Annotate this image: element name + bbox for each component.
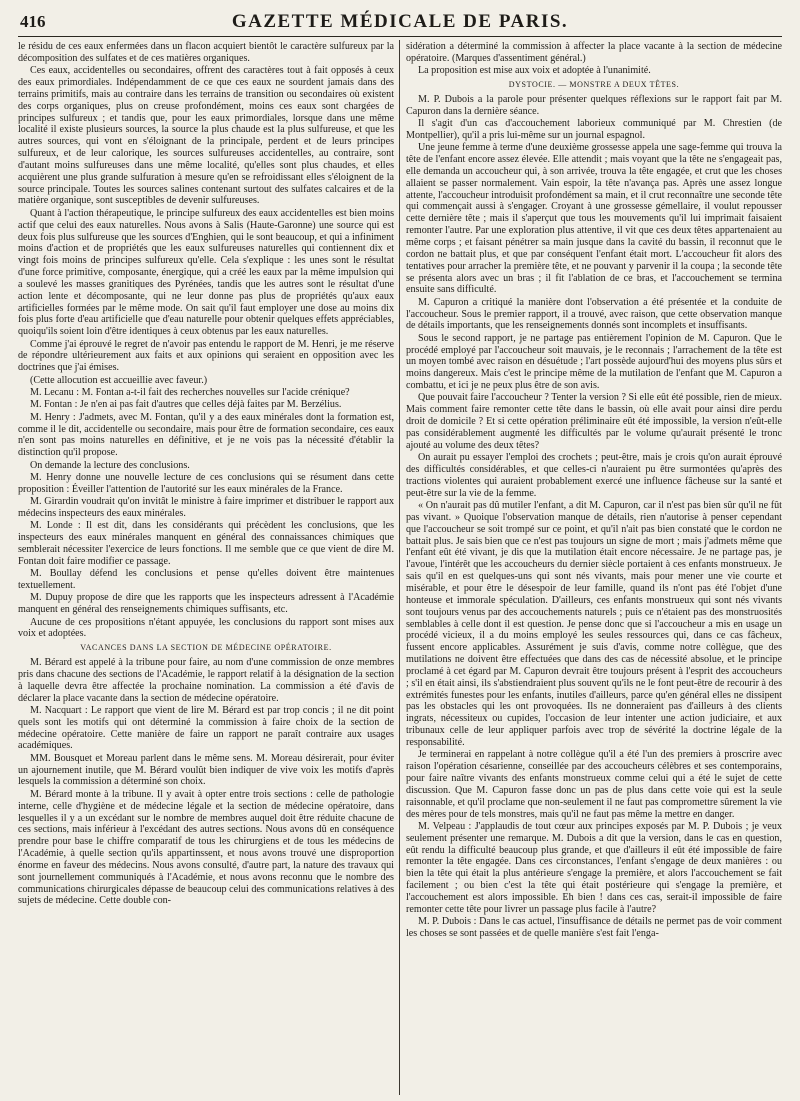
paragraph: « On n'aurait pas dû mutiler l'enfant, a dit M. Capuron, car il n'est pas bien sûr qu'il ne fût pas vivant. » Quoique l'observation manque de détails, rien n'autorise à penser cependant que l'accoucheur se soit trompé sur ce point, et qu'il n'ait pas bien constaté que le cordon ne battait plus. Je sais bien que ce n'est pas toujours un signe de mort ; mais j'admets même que l'enfant eût été vivant, je dis que la mutilation était encore nécessaire. Je ne partage pas, je l'avoue, l'intérêt que les accoucheurs du dernier siècle portaient à ces enfants monstrueux. Je sais qu'il en est quelques-uns qui sont nés vivants, mais pour mener une vie courte et misérable, et pour être le désespoir de leur famille, quand ils n'ont pas été l'objet d'une honteuse et immorale spéculation. D'ailleurs, ces enfants monstrueux qui sont nés vivants sont toujours venus par des accouchements naturels ; puis ce n'étaient pas des monstruosités semblables à celle dont il est question. Je pense donc que si l'accoucheur a mis en usage un procédé vicieux, il a du moins employé les seules ressources qui, dans ce cas fâcheux, fussent encore applicables. Assurément je suis d'avis, comme notre collègue, que des mutilations ne doivent être effectuées que dans des cas de nécessité absolue, et le principe proclamé à cet égard par M. Capuron devrait être toujours présent à l'esprit des accoucheurs ; s'il en était ainsi, ils s'abstiendraient plus souvent qu'ils ne le font peut-être de recourir à des extrémités funestes pour les enfants, inutiles d'ailleurs, parce qu'en général elles ne dissipent pas les obstacles qui les ont provoquées. Ils ne donneraient pas d'ailleurs à des clients ingrats, nécessiteux ou cupides, l'occasion de leur intenter une action judiciaire, et aux tribunaux celle de leur appliquer parfois avec trop de sévérité la doctrine légale de la responsabilité. xyxy=(406,500,782,748)
paragraph: M. Lecanu : M. Fontan a-t-il fait des recherches nouvelles sur l'acide crénique? xyxy=(30,386,350,398)
paragraph: Comme j'ai éprouvé le regret de n'avoir pas entendu le rapport de M. Henri, je me réserve de répondre ultérieurement aux faits et aux opinions qui seraient en opposition avec les doctrines que j'ai émises. xyxy=(18,338,394,374)
paragraph: le résidu de ces eaux enfermées dans un flacon acquiert bientôt le caractère sulfureux par la décomposition des sulfates et de ces matières organiques. xyxy=(18,41,394,64)
paragraph: M. Boullay défend les conclusions et pense qu'elles doivent être maintenues textuellement. xyxy=(18,568,394,591)
section-heading: DYSTOCIE. — MONSTRE A DEUX TÊTES. xyxy=(508,80,680,90)
section-heading: VACANCES DANS LA SECTION DE MÉDECINE OPÉRATOIRE. xyxy=(80,643,332,653)
paragraph: M. Bérard est appelé à la tribune pour faire, au nom d'une commission de onze membres pris dans chacune des sections de l'Académie, le rapport relatif à la désignation de la section à laquelle devra être affectée la prochaine nomination. La commission a été d'avis de déclarer la place vacante dans la section de médecine opératoire. xyxy=(18,657,394,704)
page-number: 416 xyxy=(20,12,46,31)
paragraph: M. Velpeau : J'applaudis de tout cœur aux principes exposés par M. P. Dubois ; je veux seulement présenter une remarque. M. Dubois a dit que la version, dans le cas en question, eût rendu la difficulté beaucoup plus grande, et que d'ailleurs il eût été impossible de faire remonter la tête engagée. Dans ces circonstances, l'enfant s'engage de deux manières : ou bien la tête qui était la plus antérieure s'engage la première, et alors l'accouchement se fait facilement ; ou bien c'est la tête qui était postérieure qui s'engage la première, et l'accouchement est alors impossible. Eh bien ! dans ces cas, serait-il impossible de faire remonter cette tête pour livrer un passage plus facile à l'autre? xyxy=(406,820,782,915)
paragraph: Je terminerai en rappelant à notre collègue qu'il a été l'un des premiers à proscrire avec raison l'opération césarienne, conseillée par des accoucheurs célèbres et ses contemporains, pour faire naître vivants des enfants monstrueux comme celui qui a été le sujet de cette discussion. Que M. Capuron fasse donc un pas de plus dans cette voie qui est la seule raisonnable, et qu'il proclame que non-seulement il ne faut pas compromettre sûrement la vie des mères pour de tels monstres, mais qu'il ne faut pas même la mettre en danger. xyxy=(406,749,782,820)
paragraph: La proposition est mise aux voix et adoptée à l'unanimité. xyxy=(418,65,651,77)
paragraph: Que pouvait faire l'accoucheur ? Tenter la version ? Si elle eût été possible, rien de mieux. Mais comment faire remonter cette tête dans le bassin, où elle avait pour ainsi dire perdu droit de domicile ? Et si cette opération préliminaire eût été impossible, la version n'eût-elle pas considérablement augmenté les difficultés par le volume qu'aurait présenté le tronc ajouté au volume des deux têtes? xyxy=(406,392,782,451)
paragraph: Aucune de ces propositions n'étant appuyée, les conclusions du rapport sont mises aux voix et adoptées. xyxy=(18,616,394,640)
paragraph: Ces eaux, accidentelles ou secondaires, offrent des caractères tout à fait opposés à ceux des eaux primordiales. Indépendamment de ce que ces eaux ne sourdent jamais dans des terrains primitifs, mais au contraire dans les terrains de transition ou secondaires où existent des corps organiques, plus on creuse profondément, moins ces eaux sont chargées de principes sulfureux ; et tandis que, pour les eaux primordiales, lorsque dans une même localité il existe plusieurs sources, la source la plus chaude est la plus sulfureuse, et que les autres sources, qui vont en s'éloignant de la principale, perdent et de leurs principes sulfureux, et de leur calorique, les sources sulfureuses accidentelles, au contraire, sont d'autant moins sulfureuses dans une même localité, qu'elles sont plus chaudes, et elles acquièrent une plus grande sulfuration à mesure qu'en se refroidissant elles s'éloignent de la source principale. Toutes les sources salines contenant surtout des sulfates calcaires et de la matière organique, sont susceptibles de devenir sulfureuses. xyxy=(18,65,394,207)
column-divider xyxy=(399,40,400,1095)
paragraph: M. Bérard monte à la tribune. Il y avait à opter entre trois sections : celle de pathologie interne, celle d'hygiène et de médecine légale et la section de médecine opératoire, dans lesquelles il y a un excédant sur le nombre de membres auquel doit être réduite chacune de ces sections, mais inférieur à l'excédant des autres sections. Nous avons dû en conséquence prendre pour base le chiffre comparatif de tous les chirurgiens et de tous les médecins de l'Académie, à quelle section qu'ils appartinssent, et nous avons trouvé une disproportion énorme en faveur des médecins. Nous avons consulté, d'autre part, la nature des travaux qui sont journellement communiqués à l'Académie, et nous avons reconnu que le nombre des communications chirurgicales dépasse de beaucoup celui des communications relatives à des sujets de médecine. Cette double con- xyxy=(18,788,394,907)
paragraph: M. Fontan : Je n'en ai pas fait d'autres que celles déjà faites par M. Berzélius. xyxy=(30,399,342,411)
paragraph: M. Henry : J'admets, avec M. Fontan, qu'il y a des eaux minérales dont la formation est, comme il le dit, accidentelle ou secondaire, mais pour être de formation secondaire, ces eaux n'en sont pas moins naturelles en définitive, et je ne vois pas la nécessité d'établir la distinction qu'il propose. xyxy=(18,411,394,459)
paragraph: M. P. Dubois : Dans le cas actuel, l'insuffisance de détails ne permet pas de voir comment les choses se sont passées et de quelle manière s'est fait l'enga- xyxy=(406,916,782,939)
paragraph: On demande la lecture des conclusions. xyxy=(30,459,190,471)
right-column xyxy=(406,41,782,1097)
paragraph: M. Nacquart : Le rapport que vient de lire M. Bérard est par trop concis ; il ne dit point quels sont les motifs qui ont déterminé la commission à faire choix de la section de médecine opératoire. Cette manière de faire un rapport ne paraît contraire aux usages académiques. xyxy=(18,704,394,752)
left-column xyxy=(18,41,394,1097)
running-title: GAZETTE MÉDICALE DE PARIS. xyxy=(231,11,569,32)
paragraph: Quant à l'action thérapeutique, le principe sulfureux des eaux accidentelles est bien moins actif que celui des eaux naturelles. Nous avons à Salis (Haute-Garonne) une source qui est deux fois plus sulfureuse que les sources d'Enghien, qui le sont beaucoup, et qui a infiniment moins d'action et de propriétés que les eaux sulfureuses naturelles qui contiennent dix et vingt fois moins de principes sulfureux qu'elle. Cela s'explique : les unes sont le résultat d'une force primitive, composante, énergique, qui a créé les eaux par la même impulsion qui a soulevé les masses granitiques des Pyrénées, tandis que les autres sont le résultat d'une action lente et décomposante, qui ne leur donne pas plus de propriétés qu'aux eaux artificielles formées par le même mode. On sait qu'il faut employer une dose au moins dix fois plus forte d'eau artificielle que d'eau naturelle pour obtenir quelques effets appréciables, quoiqu'ils soient loin d'être identiques à ceux obtenus par les eaux naturelles. xyxy=(18,207,394,338)
paragraph: Il s'agit d'un cas d'accouchement laborieux communiqué par M. Chrestien (de Montpellier), qu'il a pris lui-même sur un journal espagnol. xyxy=(406,118,782,141)
paragraph: On aurait pu essayer l'emploi des crochets ; peut-être, mais je crois qu'on aurait éprouvé des difficultés considérables, et que celles-ci n'auraient pu être surmontées qu'après des tractions violentes qui auraient probablement exercé une influence fâcheuse sur la santé et peut-être sur la vie de la femme. xyxy=(406,452,782,499)
paragraph: (Cette allocution est accueillie avec faveur.) xyxy=(30,374,208,386)
paragraph: M. Dupuy propose de dire que les rapports que les inspecteurs adressent à l'Académie manquent en général des renseignements chimiques suffisants, etc. xyxy=(18,592,394,616)
paragraph: sidération a déterminé la commission à affecter la place vacante à la section de médecine opératoire. (Marques d'assentiment général.) xyxy=(406,41,782,64)
paragraph: MM. Bousquet et Moreau parlent dans le même sens. M. Moreau désirerait, pour éviter un ajournement inutile, que M. Bérard voulût bien indiquer de vive voix les motifs d'après lesquels la commission a déterminé son choix. xyxy=(18,752,394,788)
paragraph: M. P. Dubois a la parole pour présenter quelques réflexions sur le rapport fait par M. Capuron dans la dernière séance. xyxy=(406,93,782,117)
paragraph: Une jeune femme à terme d'une deuxième grossesse appela une sage-femme qui trouva la tête de l'enfant encore assez élevée. Elle attendit ; mais voyant que la tête ne s'engageait pas, elle demanda un accoucheur qui, à son arrivée, trouva la tête engagée, et crut que les choses allaient se passer normalement. Vain espoir, la tête n'avança pas. Après une assez longue attente, l'accoucheur introduisit profondément sa main, et il crut reconnaître une seconde tête qui commençait aussi à s'engager. Croyant à une grossesse gémellaire, il voulut repousser cette dernière tête ; mais il s'aperçut que tous les mouvements qu'il lui imprimait faisaient remonter l'autre. Par une exploration plus attentive, il vit que ces deux têtes appartenaient au même corps ; et faisant pénétrer sa main jusque dans la cavité du bassin, il reconnut que le cordon ne battait plus, et que par conséquent l'enfant était mort. L'accoucheur fit alors des tentatives pour arracher la première tête, et ne pouvant y parvenir il la coupa ; la seconde tête se présenta alors avec un bras ; il fit l'ablation de ce bras, et l'accouchement se termina ensuite sans difficulté. xyxy=(406,142,782,296)
paragraph: M. Henry donne une nouvelle lecture de ces conclusions qui se résument dans cette proposition : Éveiller l'attention de l'autorité sur les eaux minérales de la France. xyxy=(18,471,394,495)
paragraph: Sous le second rapport, je ne partage pas entièrement l'opinion de M. Capuron. Que le procédé employé par l'accoucheur soit mauvais, je le reconnais ; l'arrachement de la tête est un moyen tombé avec raison en désuétude ; l'art possède aujourd'hui des moyens plus sûrs et moins dangereux. Mais c'est le principe même de la mutilation de l'enfant que M. Capuron a combattu, et ici je ne peux plus être de son avis. xyxy=(406,332,782,392)
paragraph: M. Capuron a critiqué la manière dont l'observation a été présentée et la conduite de l'accoucheur. Sous le premier rapport, il a trouvé, avec raison, que cette observation manque de détails importants, que les renseignements donnés sont incomplets et insuffisants. xyxy=(406,296,782,332)
page-header xyxy=(18,8,782,37)
paragraph: M. Londe : Il est dit, dans les considérants qui précèdent les conclusions, que les inspecteurs des eaux minérales manquent en général des connaissances chimiques que semblerait nécessiter l'exercice de leurs fonctions. Il me semble que ce que vient de dire M. Fontan doit faire modifier ce passage. xyxy=(18,520,394,567)
paragraph: M. Girardin voudrait qu'on invitât le ministre à faire imprimer et distribuer le rapport aux médecins inspecteurs des eaux minérales. xyxy=(18,496,394,519)
